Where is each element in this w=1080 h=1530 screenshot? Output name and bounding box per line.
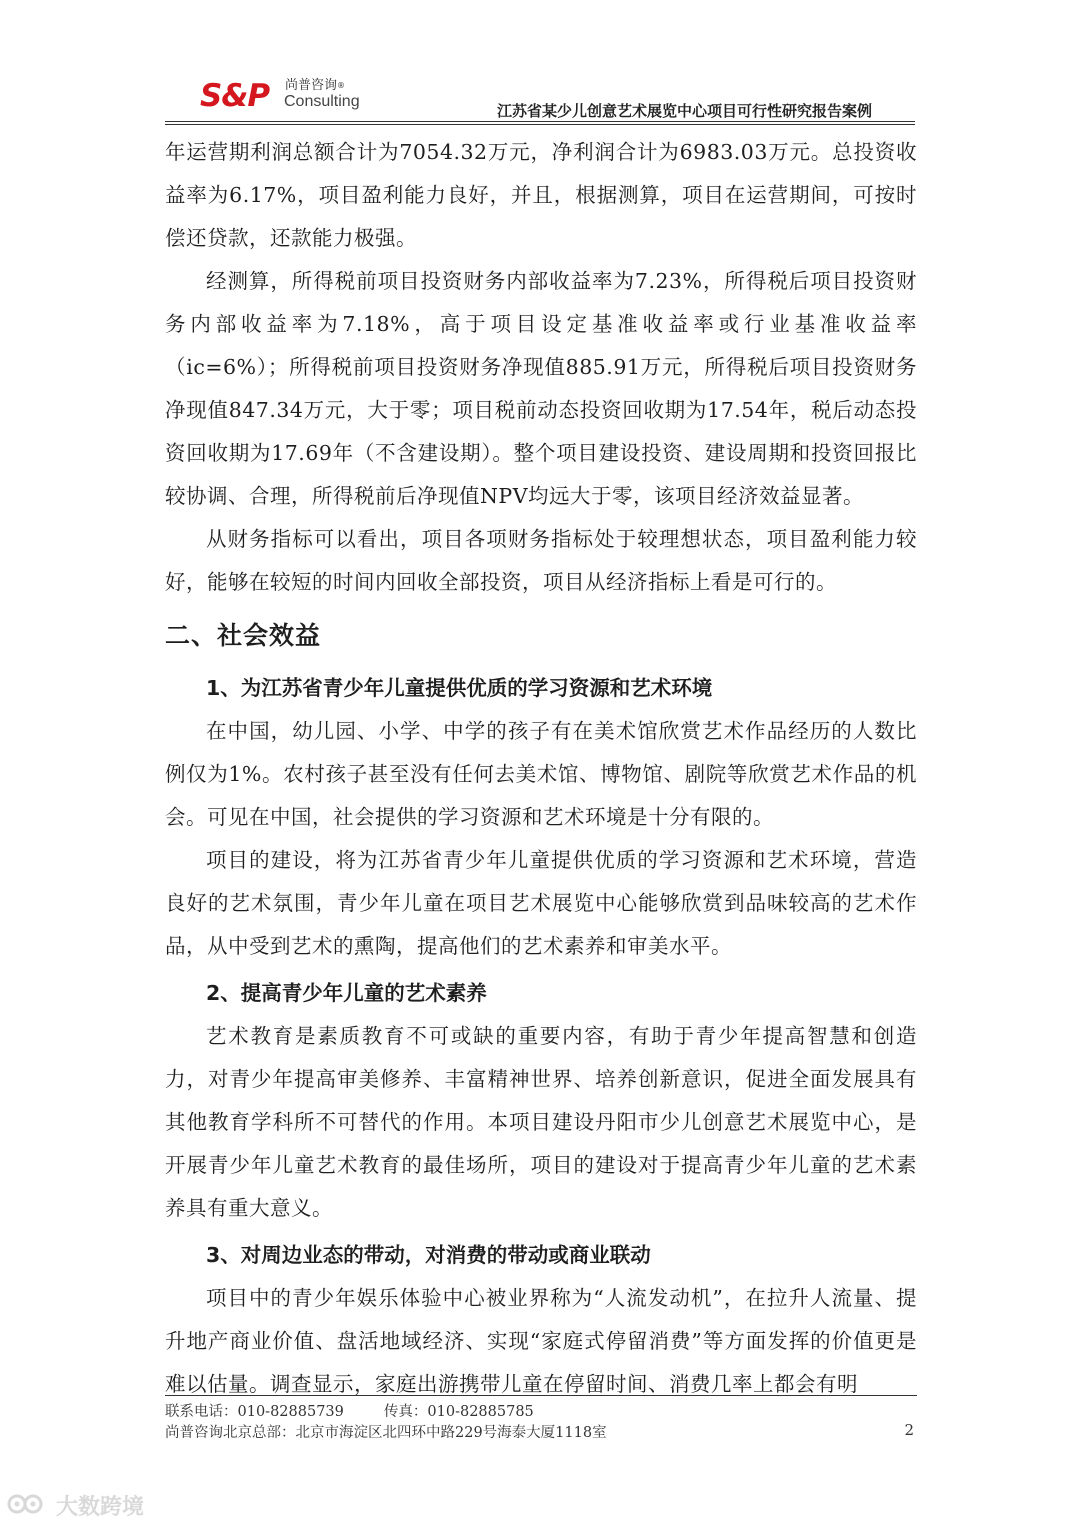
document-body (165, 131, 917, 1406)
footer-phone: 联系电话：010-82885739 (165, 1404, 344, 1420)
footer-fax: 传真：010-82885785 (383, 1404, 534, 1420)
subsection-title-art-literacy: 2、提高青少年儿童的艺术素养 (206, 981, 487, 1005)
paragraph-profit-summary: 年运营期利润总额合计为7054.32万元，净利润合计为6983.03万元。总投资收益率为6.17%，项目盈利能力良好，并且，根据测算，项目在运营期间，可按时偿还贷款，还款能力极强。 (165, 140, 917, 250)
logo-chinese-name: 尚普咨询® (285, 78, 346, 93)
document-header-title: 江苏省某少儿创意艺术展览中心项目可行性研究报告案例 (496, 102, 872, 120)
watermark-logo-icon (6, 1492, 46, 1516)
paragraph-irr-npv: 经测算，所得税前项目投资财务内部收益率为7.23%，所得税后项目投资财务内部收益率为7.18%，高于项目设定基准收益率或行业基准收益率（ic=6%）；所得税前项目投资财务净现值885.91万元，所得税后项目投资财务净现值847.34万元，大于零；项目税前动态投资回收期为17.54年，税后动态投资回收期为17.69年（不含建设期）。整个项目建设投资、建设周期和投资回报比较协调、合理，所得税前后净现值NPV均远大于零，该项目经济效益显著。 (165, 269, 917, 508)
header-divider-secondary (165, 124, 915, 125)
page-number: 2 (904, 1421, 914, 1439)
header-divider (165, 121, 915, 122)
paragraph-art-education: 艺术教育是素质教育不可或缺的重要内容，有助于青少年提高智慧和创造力，对青少年提高审美修养、丰富精神世界、培养创新意识，促进全面发展具有其他教育学科所不可替代的作用。本项目建设丹阳市少儿创意艺术展览中心，是开展青少年儿童艺术教育的最佳场所，项目的建设对于提高青少年儿童的艺术素养具有重大意义。 (165, 1024, 917, 1220)
paragraph-financial-conclusion: 从财务指标可以看出，项目各项财务指标处于较理想状态，项目盈利能力较好，能够在较短的时间内回收全部投资，项目从经济指标上看是可行的。 (165, 527, 917, 594)
registered-mark: ® (337, 81, 346, 90)
footer-address: 尚普咨询北京总部：北京市海淀区北四环中路229号海泰大厦1118室 (165, 1425, 607, 1441)
subsection-title-learning-resources: 1、为江苏省青少年儿童提供优质的学习资源和艺术环境 (206, 676, 713, 700)
company-logo (200, 78, 370, 114)
logo-mark: S&P (200, 78, 270, 114)
footer-contact-line (165, 1400, 534, 1421)
paragraph-project-art-environment: 项目的建设，将为江苏省青少年儿童提供优质的学习资源和艺术环境，营造良好的艺术氛围，青少年儿童在项目艺术展览中心能够欣赏到品味较高的艺术作品，从中受到艺术的熏陶，提高他们的艺术素养和审美水平。 (165, 848, 917, 958)
logo-english-name: Consulting (284, 93, 360, 110)
paragraph-art-exposure-stats: 在中国，幼儿园、小学、中学的孩子有在美术馆欣赏艺术作品经历的人数比例仅为1%。农村孩子甚至没有任何去美术馆、博物馆、剧院等欣赏艺术作品的机会。可见在中国，社会提供的学习资源和艺术环境是十分有限的。 (165, 719, 917, 829)
footer-divider (165, 1395, 917, 1396)
section-title-social-benefits: 二、社会效益 (165, 621, 322, 650)
subsection-title-commercial-linkage: 3、对周边业态的带动，对消费的带动或商业联动 (206, 1243, 651, 1267)
paragraph-foot-traffic-engine: 项目中的青少年娱乐体验中心被业界称为“人流发动机”，在拉升人流量、提升地产商业价值、盘活地域经济、实现“家庭式停留消费”等方面发挥的价值更是难以估量。调查显示，家庭出游携带儿童在停留时间、消费几率上都会有明 (165, 1286, 917, 1396)
watermark-text: 大数跨境 (56, 1495, 145, 1520)
